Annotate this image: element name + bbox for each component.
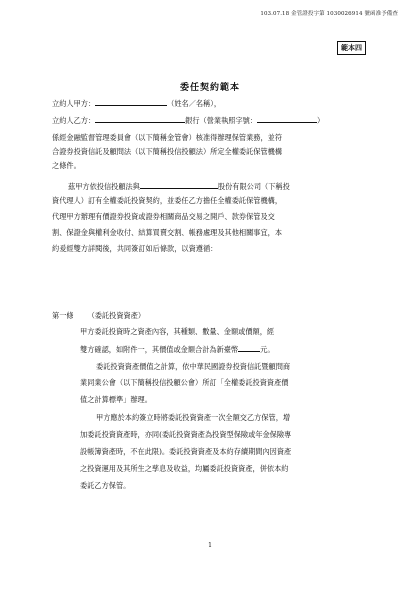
page-number: 1	[208, 542, 212, 549]
party-b-middle: 銀行（營業執照字號：	[185, 116, 258, 125]
article1-p1-line	[80, 344, 400, 354]
party-a-prefix: 立約人甲方：	[52, 99, 96, 108]
para2-first-line	[68, 181, 388, 191]
intro-line: 係經金融監督管理委員會（以下簡稱金管會）核准得辦理保管業務，並符	[52, 133, 283, 142]
article1-p3-line: 之投資運用及其所生之孳息及收益，均屬委託投資資產，併依本約	[80, 464, 289, 473]
party-b-prefix: 立約人乙方：	[52, 116, 96, 125]
article1-p3-line: 委託乙方保管。	[80, 481, 131, 490]
article1-title: （委託投資資產）	[87, 311, 146, 320]
para2-line: 代理甲方辦理有價證券投資或證券相關商品交易之開戶、款券保管及交	[52, 212, 275, 221]
article1-p2-line: 委託投資資產價值之計算，依中華民國證券投資信託暨顧問商	[96, 362, 291, 371]
amount-blank	[238, 344, 260, 352]
para2-first-prefix: 茲甲方依投信投顧法與	[68, 182, 140, 191]
article1-p2-line: 值之計算標準」辦理。	[80, 395, 152, 404]
intro-line: 之條件。	[52, 161, 81, 170]
article1-label: 第一條	[52, 311, 74, 320]
party-a-line	[52, 98, 372, 108]
template-badge: 範本四	[337, 41, 366, 55]
article1-p3-line: 甲方應於本約簽立時將委託投資資產一次全額交乙方保管，增	[96, 413, 291, 422]
article1-heading	[52, 311, 372, 320]
para2-line: 割、保證金與權利金收付、結算買賣交割、帳務處理及其他相關事宜，本	[52, 228, 283, 237]
party-b-bank-blank	[95, 115, 185, 123]
investment-agent-blank	[140, 181, 218, 189]
para2-line: 資代理人）訂有全權委託投資契約，並委任乙方擔任全權委託保管機構，	[52, 196, 283, 205]
article1-p1-line: 甲方委託投資時之資產內容，其種類、數量、金額或價額，經	[80, 327, 275, 336]
article1-p1-unit: 元。	[260, 345, 275, 354]
party-b-license-blank	[257, 115, 317, 123]
para2-first-suffix: 股份有限公司（下稱投	[217, 182, 290, 191]
intro-line: 合證券投資信託及顧問法（以下簡稱投信投顧法）所定全權委託保管機構	[52, 147, 283, 156]
document-title: 委任契約範本	[179, 83, 240, 93]
article1-p3-line: 加委託投資資產時，亦同(委託投資資產為投資型保險或年金保險專	[80, 430, 292, 439]
article1-p3-line: 設帳簿資產時，不在此限)。委託投資資產及本約存續期間內因資產	[80, 447, 292, 456]
party-a-suffix: （姓名／名稱），	[167, 99, 222, 108]
party-a-name-blank	[95, 98, 167, 106]
article1-p1-text: 雙方確認，如附件一，其價值或金額合計為新臺幣	[80, 345, 239, 354]
para2-line: 約爰經雙方詳閱後，共同簽訂如后條款，以資遵循：	[52, 244, 218, 253]
article1-p2-line: 業同業公會（以下簡稱投信投顧公會）所訂「全權委託投資資產價	[80, 378, 289, 387]
party-b-suffix: ）	[317, 116, 325, 125]
party-b-line	[52, 115, 372, 125]
approval-note: 103.07.18 金管證投字第 1030026914 號函准予備查	[260, 11, 398, 17]
